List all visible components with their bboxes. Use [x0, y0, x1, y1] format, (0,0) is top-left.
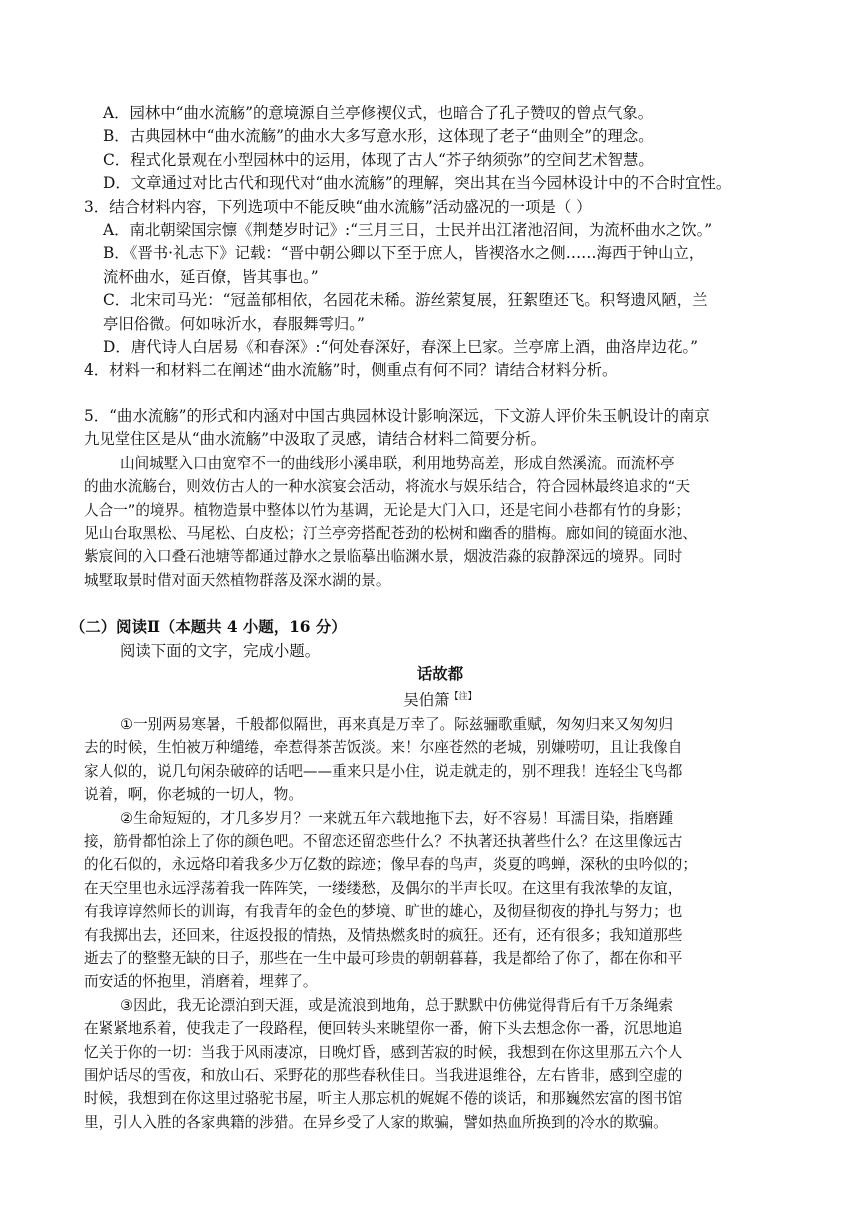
- q2-option-d: D．文章通过对比古代和现代对“曲水流觞”的理解，突出其在当今园林设计中的不合时宜性。: [103, 174, 732, 193]
- q3-option-a: A．南北朝梁国宗懔《荆楚岁时记》:“三月三日，士民并出江渚池沼间，为流杯曲水之饮。”: [103, 221, 713, 240]
- q5-passage-line: 城墅取景时借对面天然植物群落及深水湖的景。: [84, 571, 391, 589]
- q4-stem: 4．材料一和材料二在阐述“曲水流觞”时，侧重点有何不同？请结合材料分析。: [84, 361, 618, 380]
- essay-line: 在紧紧地系着，使我走了一段路程，便回转头来眺望你一番，俯下头去想念你一番，沉思地追: [84, 1020, 683, 1038]
- essay-line: 接，筋骨都怕涂上了你的颜色吧。不留恋还留恋些什么？不执著还执著些什么？在这里像远古: [84, 832, 683, 850]
- q3-option-b-cont: 流杯曲水，延百僚，皆其事也。”: [103, 267, 319, 286]
- essay-line: 里，引人入胜的各家典籍的涉猎。在异乡受了人家的欺骗，譬如热血所换到的冷水的欺骗。: [84, 1113, 668, 1131]
- author-name: 吴伯箫: [403, 691, 450, 710]
- essay-line: 围炉话尽的雪夜，和放山石、采野花的那些春秋佳日。当我进退维谷，左右皆非，感到空虚的: [84, 1066, 683, 1084]
- essay-line: 在天空里也永远浮荡着我一阵阵笑，一缕缕愁，及偶尔的半声长叹。在这里有我浓挚的友谊，: [84, 879, 683, 897]
- section-instruction: 阅读下面的文字，完成小题。: [120, 641, 321, 660]
- q5-passage-line: 山间城墅入口由宽窄不一的曲线形小溪串联，利用地势高差，形成自然溪流。而流杯亭: [120, 454, 675, 472]
- q5-passage-line: 紫宸间的入口叠石池塘等都通过静水之景临摹出临渊水景，烟波浩淼的寂静深远的境界。同时: [84, 548, 683, 566]
- author-note-mark: 【注】: [449, 692, 477, 703]
- essay-line: 而安适的怀抱里，消磨着，埋葬了。: [84, 973, 318, 991]
- essay-line: 忆关于你的一切：当我于风雨凄凉，日晚灯昏，感到苦寂的时候，我想到在你这里那五六个人: [84, 1043, 683, 1061]
- essay-title: 话故都: [416, 664, 464, 683]
- essay-line: 说着，啊，你老城的一切人，物。: [84, 786, 303, 804]
- document-page: [70, 102, 796, 1134]
- essay-line: 家人似的，说几句闲杂破碎的话吧——重来只是小住，说走就走的，别不理我！连轻尘飞鸟都: [84, 762, 683, 780]
- q2-option-a: A．园林中“曲水流觞”的意境源自兰亭修禊仪式，也暗合了孔子赞叹的曾点气象。: [103, 104, 654, 122]
- q3-stem: 3．结合材料内容，下列选项中不能反映“曲水流觞”活动盛况的一项是（ ）: [84, 197, 592, 216]
- essay-line: 去的时候，生怕被万种缱绻，牵惹得茶苦饭淡。来！尔座苍然的老城，别嫌唠叨，且让我像自: [84, 739, 683, 757]
- essay-line: 有我谆谆然师长的训诲，有我青年的金色的梦境、旷世的雄心，及彻昼彻夜的挣扎与努力；也: [84, 903, 683, 921]
- q5-stem-cont: 九见堂住区是从“曲水流觞”中汲取了灵感，请结合材料二简要分析。: [84, 430, 547, 449]
- essay-line: 逝去了的整整无缺的日子，那些在一生中最可珍贵的朝朝暮暮，我是都给了你了，都在你和平: [84, 949, 683, 967]
- q3-option-d: D．唐代诗人白居易《和春深》:“何处春深好，春深上巳家。兰亭席上酒，曲洛岸边花。”: [103, 338, 699, 357]
- essay-line: ③因此，我无论漂泊到天涯，或是流浪到地角，总于默默中仿佛觉得背后有千万条绳索: [120, 996, 674, 1014]
- essay-line: ①一别两易寒暑，千般都似隔世，再来真是万幸了。际兹骊歌重赋，匆匆归来又匆匆归: [120, 715, 674, 733]
- q5-passage: [84, 452, 796, 592]
- section-heading: （二）阅读Ⅱ（本题共 4 小题，16 分）: [70, 618, 347, 637]
- q3-option-c: C．北宋司马光：“冠盖郁相依，名园花未稀。游丝萦复展，狂絮堕还飞。积弩遗风陋，兰: [103, 291, 708, 310]
- essay-body: [84, 713, 796, 1134]
- essay-line: 时候，我想到在你这里过骆驼书屋，听主人那忘机的娓娓不倦的谈话，和那巍然宏富的图书馆: [84, 1090, 683, 1108]
- q2-option-c: C．程式化景观在小型园林中的运用，体现了古人“芥子纳须弥”的空间艺术智慧。: [103, 150, 654, 169]
- q5-passage-line: 人合一”的境界。植物造景中整体以竹为基调，无论是大门入口，还是宅间小巷都有竹的身影；: [84, 501, 690, 519]
- q2-option-b: B．古典园林中“曲水流觞”的曲水大多写意水形，这体现了老子“曲则全”的理念。: [103, 127, 654, 146]
- essay-line: ②生命短短的，才几多岁月？一来就五年六载地拖下去，好不容易！耳濡目染，指磨踵: [120, 809, 674, 827]
- q3-option-b: B．《晋书·礼志下》记载：“晋中朝公卿以下至于庶人，皆禊洛水之侧……海西于钟山立，: [103, 244, 705, 263]
- essay-line: 的化石似的，永远烙印着我多少万亿数的踪迹；像早春的鸟声，炎夏的鸣蝉，深秋的虫吟似的；: [84, 856, 697, 874]
- essay-line: 有我掷出去，还回来，往返投报的情热，及情热燃炙时的疯狂。还有，还有很多；我知道那些: [84, 926, 683, 944]
- essay-author: [84, 686, 796, 713]
- q5-passage-line: 的曲水流觞台，则效仿古人的一种水滨宴会活动，将流水与娱乐结合，符合园林最终追求的“天: [84, 478, 690, 496]
- q3-option-c-cont: 亭旧俗微。何如咏沂水，春服舞雩归。”: [103, 314, 365, 333]
- q5-passage-line: 见山台取黑松、马尾松、白皮松；汀兰亭旁搭配苍劲的松树和幽香的腊梅。廊如间的镜面水池、: [84, 524, 697, 542]
- q5-stem: 5．“曲水流觞”的形式和内涵对中国古典园林设计影响深远，下文游人评价朱玉帆设计的南京: [84, 406, 710, 425]
